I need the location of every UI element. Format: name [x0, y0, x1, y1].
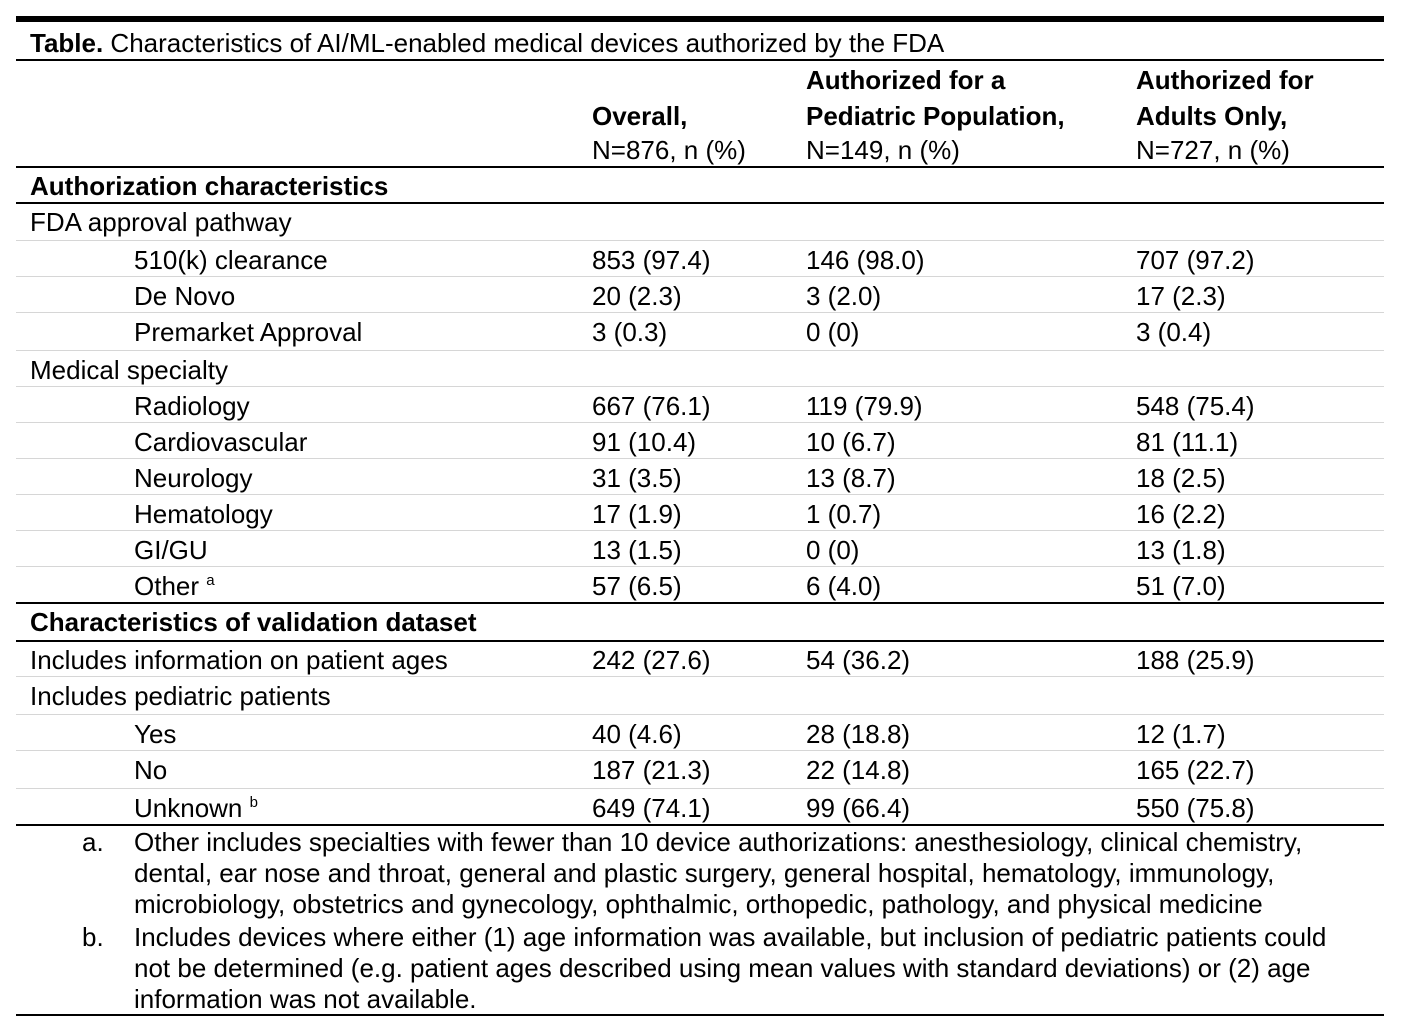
row-label: [30, 355, 228, 385]
header-adults-line1: Authorized for: [1136, 65, 1314, 95]
row-separator: [16, 494, 1384, 495]
row-label: [134, 463, 253, 493]
row-label-text: Includes pediatric patients: [30, 681, 331, 711]
footnote-a-text: Other includes specialties with fewer than 10 device authorizations: anesthesiology, clinical chemistry, dental, ear nose and throat, general and plastic surgery, general hospital, hematology, immunology, microbiology, obstetrics and gynecology, ophthalmic, orthopedic, pathology, and physical medicine: [134, 827, 1303, 919]
cell-pediatric: 6 (4.0): [806, 571, 882, 601]
cell-pediatric: 99 (66.4): [806, 793, 911, 823]
cell-adults: 13 (1.8): [1136, 535, 1226, 565]
section-validation-top-rule: [16, 602, 1384, 604]
section-validation: Characteristics of validation dataset: [30, 607, 477, 637]
footnote-b-marker: b.: [82, 922, 104, 952]
row-label: [134, 571, 215, 606]
cell-overall: 667 (76.1): [592, 391, 711, 421]
row-label-text: GI/GU: [134, 535, 208, 565]
row-label: [134, 317, 362, 347]
row-label: [30, 681, 331, 711]
cell-overall: 40 (4.6): [592, 719, 682, 749]
row-label-text: Hematology: [134, 499, 273, 529]
row-label-text: Neurology: [134, 463, 253, 493]
bottom-rule: [16, 1014, 1384, 1016]
row-separator: [16, 276, 1384, 277]
row-label-text: FDA approval pathway: [30, 207, 292, 237]
cell-overall: 649 (74.1): [592, 793, 711, 823]
cell-overall: 91 (10.4): [592, 427, 697, 457]
row-label: [30, 207, 292, 237]
row-label-text: Yes: [134, 719, 177, 749]
cell-adults: 17 (2.3): [1136, 281, 1226, 311]
row-label-text: Includes information on patient ages: [30, 645, 448, 675]
row-label: [134, 499, 273, 529]
row-separator: [16, 788, 1384, 789]
cell-pediatric: 1 (0.7): [806, 499, 882, 529]
cell-overall: 17 (1.9): [592, 499, 682, 529]
caption-rule: [16, 59, 1384, 61]
cell-adults: 188 (25.9): [1136, 645, 1255, 675]
section-authorization-rule: [16, 202, 1384, 204]
section-validation-rule: [16, 640, 1384, 642]
row-label-text: Premarket Approval: [134, 317, 363, 347]
cell-adults: 548 (75.4): [1136, 391, 1255, 421]
cell-overall: 853 (97.4): [592, 245, 711, 275]
row-separator: [16, 676, 1384, 677]
footnote-ref: a: [206, 572, 215, 589]
footnote-ref: b: [249, 794, 258, 811]
cell-adults: 707 (97.2): [1136, 245, 1255, 275]
cell-adults: 550 (75.8): [1136, 793, 1255, 823]
row-label-text: Other: [134, 571, 207, 601]
header-overall-line3: N=876, n (%): [592, 135, 746, 165]
cell-overall: 3 (0.3): [592, 317, 668, 347]
row-separator: [16, 350, 1384, 351]
cell-adults: 81 (11.1): [1136, 427, 1239, 457]
cell-pediatric: 0 (0): [806, 317, 860, 347]
row-label: [30, 645, 448, 675]
cell-overall: 187 (21.3): [592, 755, 711, 785]
cell-pediatric: 22 (14.8): [806, 755, 911, 785]
row-label: [134, 427, 307, 457]
row-separator: [16, 422, 1384, 423]
row-separator: [16, 714, 1384, 715]
row-separator: [16, 750, 1384, 751]
header-adults-line2: Adults Only,: [1136, 101, 1288, 131]
section-authorization: Authorization characteristics: [30, 171, 389, 201]
table-caption: [30, 28, 944, 58]
cell-pediatric: 146 (98.0): [806, 245, 925, 275]
cell-pediatric: 13 (8.7): [806, 463, 896, 493]
cell-pediatric: 28 (18.8): [806, 719, 911, 749]
header-pediatric-line3: N=149, n (%): [806, 135, 960, 165]
header-overall-line2: Overall,: [592, 101, 688, 131]
row-label-text: Radiology: [134, 391, 250, 421]
cell-overall: 20 (2.3): [592, 281, 682, 311]
row-label: [134, 719, 176, 749]
cell-overall: 242 (27.6): [592, 645, 711, 675]
row-label-text: Medical specialty: [30, 355, 228, 385]
caption-label: Table.: [30, 28, 104, 58]
row-separator: [16, 530, 1384, 531]
row-label: [134, 755, 167, 785]
cell-adults: 12 (1.7): [1136, 719, 1226, 749]
row-separator: [16, 566, 1384, 567]
row-label: [134, 391, 250, 421]
cell-adults: 165 (22.7): [1136, 755, 1255, 785]
cell-pediatric: 10 (6.7): [806, 427, 896, 457]
row-separator: [16, 240, 1384, 241]
row-label: [134, 535, 208, 565]
cell-adults: 51 (7.0): [1136, 571, 1226, 601]
cell-pediatric: 54 (36.2): [806, 645, 911, 675]
row-label-text: No: [134, 755, 168, 785]
header-pediatric-line1: Authorized for a: [806, 65, 1006, 95]
top-rule: [16, 16, 1384, 22]
row-label: [134, 793, 258, 828]
row-label: [134, 245, 328, 275]
cell-pediatric: 3 (2.0): [806, 281, 882, 311]
header-rule: [16, 166, 1384, 168]
header-pediatric-line2: Pediatric Population,: [806, 101, 1065, 131]
row-separator: [16, 458, 1384, 459]
cell-pediatric: 119 (79.9): [806, 391, 923, 421]
cell-overall: 31 (3.5): [592, 463, 682, 493]
header-adults-line3: N=727, n (%): [1136, 135, 1290, 165]
row-label: [134, 281, 235, 311]
caption-text: Characteristics of AI/ML-enabled medical devices authorized by the FDA: [103, 28, 945, 58]
row-separator: [16, 386, 1384, 387]
footnote-a-marker: a.: [82, 827, 104, 857]
cell-adults: 18 (2.5): [1136, 463, 1226, 493]
cell-overall: 13 (1.5): [592, 535, 682, 565]
row-label-text: De Novo: [134, 281, 236, 311]
cell-pediatric: 0 (0): [806, 535, 860, 565]
cell-adults: 3 (0.4): [1136, 317, 1212, 347]
row-label-text: 510(k) clearance: [134, 245, 328, 275]
footnote-b-text: Includes devices where either (1) age information was available, but inclusion of pediatric patients could not be determined (e.g. patient ages described using mean values with standard deviations) or (2) age information was not available.: [134, 922, 1327, 1014]
cell-adults: 16 (2.2): [1136, 499, 1226, 529]
row-separator: [16, 312, 1384, 313]
cell-overall: 57 (6.5): [592, 571, 682, 601]
row-label-text: Unknown: [134, 793, 250, 823]
row-label-text: Cardiovascular: [134, 427, 308, 457]
